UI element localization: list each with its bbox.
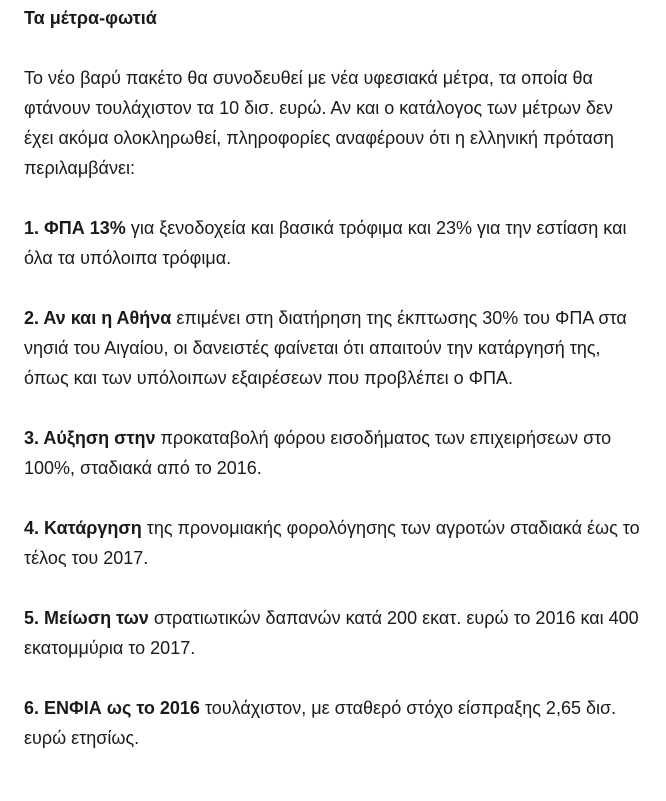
measure-text: προκαταβολή φόρου εισοδήματος των επιχειρήσεων στο 100%, σταδιακά από το 2016. [24,428,612,478]
measure-text: της προνομιακής φορολόγησης των αγροτών σταδιακά έως το τέλος του 2017. [24,518,640,568]
measure-lead: 2. Αν και η Αθήνα [24,308,172,328]
measure-lead: 5. Μείωση των [24,608,149,628]
measure-lead: 3. Αύξηση στην [24,428,156,448]
measure-text: στρατιωτικών δαπανών κατά 200 εκατ. ευρώ το 2016 και 400 εκατομμύρια το 2017. [24,608,639,658]
measure-text: τουλάχιστον, με σταθερό στόχο είσπραξης 2,65 δισ. ευρώ ετησίως. [24,698,617,748]
measure-text: για ξενοδοχεία και βασικά τρόφιμα και 23% για την εστίαση και όλα τα υπόλοιπα τρόφιμα. [24,218,627,268]
measure-lead: 4. Κατάργηση [24,518,142,538]
measure-item-3 [24,423,642,483]
measure-lead: 6. ΕΝΦΙΑ ως το 2016 [24,698,200,718]
measure-lead: 1. ΦΠΑ 13% [24,218,126,238]
measure-item-4 [24,513,642,573]
article-heading: Τα μέτρα-φωτιά [24,8,157,28]
measure-item-1 [24,213,642,273]
measure-item-2 [24,303,642,393]
measure-item-5 [24,603,642,663]
measure-item-6 [24,693,642,753]
intro-paragraph: Το νέο βαρύ πακέτο θα συνοδευθεί με νέα υφεσιακά μέτρα, τα οποία θα φτάνουν τουλάχιστον τα 10 δισ. ευρώ. Αν και ο κατάλογος των μέτρων δεν έχει ακόμα ολοκληρωθεί, πληροφορίες αναφέρουν ότι η ελληνική πρόταση περιλαμβάνει: [24,68,614,178]
measure-text: επιμένει στη διατήρηση της έκπτωσης 30% του ΦΠΑ στα νησιά του Αιγαίου, οι δανειστές φαίνεται ότι απαιτούν την κατάργησή της, όπως και των υπόλοιπων εξαιρέσεων που προβλέπει ο ΦΠΑ. [24,308,627,388]
